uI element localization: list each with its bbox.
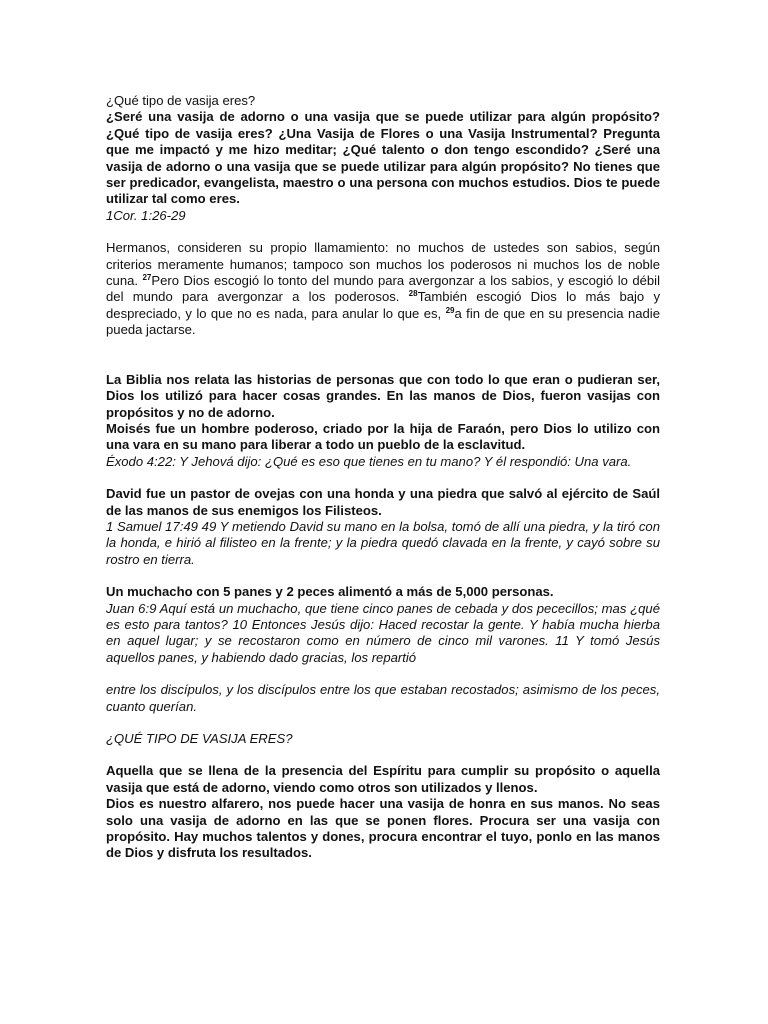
spacer	[106, 224, 660, 240]
closing-heading: ¿QUÉ TIPO DE VASIJA ERES?	[106, 731, 293, 746]
spacer	[106, 715, 660, 731]
spacer	[106, 747, 660, 763]
verse-number-29: 29	[445, 305, 455, 315]
intro-question: ¿Qué tipo de vasija eres?	[106, 93, 256, 108]
juan-quote-part-1: Juan 6:9 Aquí está un muchacho, que tiene cinco panes de cebada y dos pececillos; mas ¿qué es esto para tantos? 10 Entonces Jesús dijo: Haced recostar la gente. Y había mucha hierba en aquel lugar; y se recostaron como en número de cinco mil varones. 11 Y tomó Jesús aquellos panes, y habiendo dado gracias, los repartió	[106, 600, 660, 665]
moises-paragraph: Moisés fue un hombre poderoso, criado por la hija de Faraón, pero Dios lo utilizo con una vara en su mano para liberar a todo un pueblo de la esclavitud.	[106, 420, 660, 453]
samuel-quote: 1 Samuel 17:49 49 Y metiendo David su mano en la bolsa, tomó de allí una piedra, y la tiró con la honda, e hirió al filisteo en la frente; y la piedra quedó clavada en la frente, y cayó sobre su rostro en tierra.	[106, 518, 660, 567]
spacer	[106, 666, 660, 682]
spacer	[106, 568, 660, 584]
muchacho-heading: Un muchacho con 5 panes y 2 peces alimentó a más de 5,000 personas.	[106, 584, 554, 600]
exodo-quote: Éxodo 4:22: Y Jehová dijo: ¿Qué es eso que tienes en tu mano? Y él respondió: Una vara.	[106, 453, 632, 469]
intro-bold-paragraph: ¿Seré una vasija de adorno o una vasija que se puede utilizar para algún propósito? ¿Qué tipo de vasija eres? ¿Una Vasija de Flores o una Vasija Instrumental? Pregunta que me impactó y me hizo meditar; ¿Qué talento o don tengo escondido? ¿Seré una vasija de adorno o una vasija que se puede utilizar para algún propósito? No tienes que ser predicador, evangelista, maestro o una persona con muchos estudios. Dios te puede utilizar tal como eres.	[106, 109, 660, 207]
biblia-intro: La Biblia nos relata las historias de personas que con todo lo que eran o pudieran ser, Dios los utilizó para hacer cosas grandes. En las manos de Dios, fueron vasijas con propósitos y no de adorno.	[106, 371, 660, 420]
closing-paragraph-2: Dios es nuestro alfarero, nos puede hacer una vasija de honra en sus manos. No seas solo una vasija de adorno en las que se ponen flores. Procura ser una vasija con propósito. Hay muchos talentos y dones, procura encontrar el tuyo, ponlo en las manos de Dios y disfruta los resultados.	[106, 796, 660, 861]
verse-number-27: 27	[142, 273, 152, 283]
intro-reference: 1Cor. 1:26-29	[106, 207, 186, 223]
scripture-part-1: Hermanos, consideren su propio llamamiento: no muchos de ustedes son sabios, según criterios meramente humanos; tampoco son muchos los poderosos ni muchos los de noble cuna.	[106, 240, 660, 289]
scripture-part-3: También escogió Dios lo más bajo y despreciado, y lo que no es nada, para anular lo que es,	[106, 289, 660, 321]
david-paragraph: David fue un pastor de ovejas con una honda y una piedra que salvó al ejército de Saúl de las manos de sus enemigos los Filisteos.	[106, 486, 660, 518]
document-page	[106, 93, 660, 862]
scripture-part-4: a fin de que en su presencia nadie pueda jactarse.	[106, 305, 660, 338]
closing-paragraph-1: Aquella que se llena de la presencia del Espíritu para cumplir su propósito o aquella vasija que está de adorno, viendo como otros son utilizados y llenos.	[106, 763, 660, 795]
scripture-paragraph	[106, 240, 660, 338]
spacer	[106, 339, 660, 372]
verse-number-28: 28	[408, 289, 418, 299]
scripture-part-2: Pero Dios escogió lo tonto del mundo para avergonzar a los sabios, y escogió lo débil del mundo para avergonzar a los poderosos.	[106, 273, 660, 305]
spacer	[106, 470, 660, 486]
juan-quote-part-2: entre los discípulos, y los discípulos entre los que estaban recostados; asimismo de los peces, cuanto querían.	[106, 682, 660, 714]
